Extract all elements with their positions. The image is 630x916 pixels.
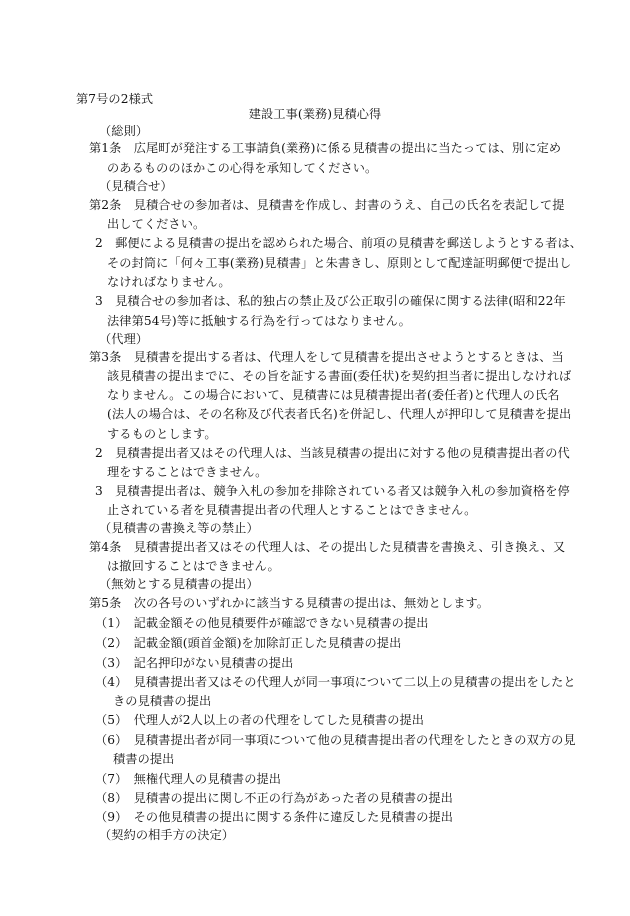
article-2-paragraph-2-line-2: その封筒に「何々工事(業務)見積書」と朱書きし、原則として配達証明郵便で提出し (107, 256, 572, 270)
article-3-line-2: 該見積書の提出までに、その旨を証する書面(委任状)を契約担当者に提出しなければ (107, 369, 572, 383)
article-3-line-1: 第3条 見積書を提出する者は、代理人をして見積書を提出させようとするときは、当 (89, 350, 564, 364)
article-2-paragraph-3-line-2: 法律第54号)等に抵触する行為を行ってはなりません。 (107, 314, 411, 328)
article-3-paragraph-3-line-2: 止されている者を見積書提出者の代理人とすることはできません。 (107, 503, 477, 517)
article-5-item-6-line-2: 積書の提出 (113, 752, 175, 766)
article-2-line-2: 出してください。 (107, 217, 206, 231)
document-title: 建設工事(業務)見積心得 (248, 107, 382, 121)
article-2-paragraph-3-line-1: 3 見積合せの参加者は、私的独占の禁止及び公正取引の確保に関する法律(昭和22年 (95, 294, 566, 308)
article-5-line-1: 第5条 次の各号のいずれかに該当する見積書の提出は、無効とします。 (89, 596, 490, 610)
section-heading-rewrite-ban: （見積書の書換え等の禁止） (99, 521, 259, 535)
section-heading-general: （総則） (99, 124, 149, 138)
article-3-paragraph-2-line-2: 理をすることはできません。 (107, 465, 268, 479)
section-heading-agent: （代理） (99, 332, 149, 346)
article-3-line-3: なりません。この場合において、見積書には見積書提出者(委任者)と代理人の氏名 (107, 388, 560, 402)
article-5-item-2: （2） 記載金額(頭首金額)を加除訂正した見積書の提出 (95, 636, 402, 650)
article-5-item-4-line-2: きの見積書の提出 (113, 694, 212, 708)
article-4-line-2: は撤回することはできません。 (107, 559, 280, 573)
article-1-line-2: のあるもののほかこの心得を承知してください。 (107, 161, 378, 175)
article-5-item-1: （1） 記載金額その他見積要件が確認できない見積書の提出 (95, 616, 429, 630)
article-4-line-1: 第4条 見積書提出者又はその代理人は、その提出した見積書を書換え、引き換え、又 (89, 540, 566, 554)
article-2-paragraph-2-line-3: なければなりません。 (107, 275, 231, 289)
section-heading-contractor-decision: （契約の相手方の決定） (99, 828, 235, 842)
section-heading-invalid: （無効とする見積書の提出） (99, 577, 259, 591)
article-1-line-1: 第1条 広尾町が発注する工事請負(業務)に係る見積書の提出に当たっては、別に定め (89, 141, 562, 155)
article-5-item-4-line-1: （4） 見積書提出者又はその代理人が同一事項について二以上の見積書の提出をしたと (95, 675, 576, 689)
article-5-item-9: （9） その他見積書の提出に関する条件に違反した見積書の提出 (95, 810, 454, 824)
section-heading-quotation: （見積合せ） (99, 179, 173, 193)
article-5-item-8: （8） 見積書の提出に関し不正の行為があった者の見積書の提出 (95, 791, 453, 805)
article-5-item-3: （3） 記名押印がない見積書の提出 (95, 656, 294, 670)
article-2-line-1: 第2条 見積合せの参加者は、見積書を作成し、封書のうえ、自己の氏名を表記して提 (89, 198, 565, 212)
article-5-item-6-line-1: （6） 見積書提出者が同一事項について他の見積書提出者の代理をしたときの双方の見 (95, 733, 576, 747)
article-2-paragraph-2-line-1: 2 郵便による見積書の提出を認められた場合、前項の見積書を郵送しようとする者は、 (95, 236, 583, 250)
article-5-item-5: （5） 代理人が2人以上の者の代理をしてした見積書の提出 (95, 713, 425, 727)
article-3-paragraph-3-line-1: 3 見積書提出者は、競争入札の参加を排除されている者又は競争入札の参加資格を停 (95, 484, 570, 498)
article-3-line-5: するものとします。 (107, 427, 217, 441)
form-number: 第7号の2様式 (76, 92, 154, 106)
article-3-paragraph-2-line-1: 2 見積書提出者又はその代理人は、当該見積書の提出に対する他の見積書提出者の代 (95, 446, 570, 460)
article-5-item-7: （7） 無権代理人の見積書の提出 (95, 772, 282, 786)
article-3-line-4: (法人の場合は、その名称及び代表者氏名)を併記し、代理人が押印して見積書を提出 (107, 407, 572, 421)
